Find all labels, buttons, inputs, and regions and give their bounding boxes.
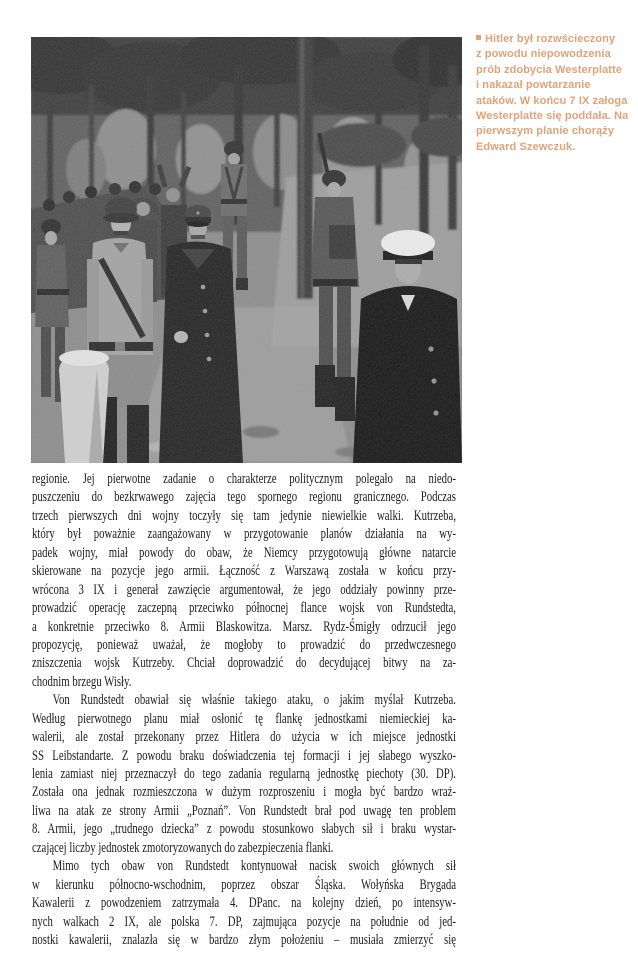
text-line: walerii, ale został przekonany przez Hitlera do użycia w ich miejsce jednostki [32, 729, 457, 746]
text-line: SS Leibstandarte. Z powodu braku doświadczenia tej formacji i jej słabego wyszko- [32, 747, 457, 764]
text-line: Według pierwotnego planu miał osłonić tę flankę jednostkami niemieckiej ka- [32, 710, 457, 727]
caption-line: Hitler był rozwścieczony [476, 32, 628, 47]
text-line: w kierunku północno-wschodnim, poprzez obszar Śląska. Wołyńska Brygada [32, 876, 457, 893]
text-line: lenia zamiast niej przeznaczył do tego zadania regularną jednostkę piechoty (30. DP). [32, 766, 457, 782]
caption-line: prób zdobycia Westerplatte [476, 63, 623, 76]
caption-line: pierwszym planie chorąży [476, 125, 615, 138]
text-line: propozycję, ponieważ uważał, że mogłoby to prowadzić do przedwczesnego [32, 636, 457, 653]
caption-line: Westerplatte się poddała. Na [476, 110, 629, 123]
text-line: nostki kawalerii, znalazła się w bardzo złym położeniu – musiała zmierzyć się [32, 931, 457, 948]
text-line: puszczeniu do bezkrwawego zajęcia tego spornego regionu granicznego. Podczas [32, 489, 457, 506]
photo-figure [31, 37, 462, 463]
text-line: skierowane na pozycje jego armii. Łączność z Warszawą została w końcu przy- [32, 563, 457, 580]
text-line: trzech pierwszych dni wojny toczyły się tam jedynie niewielkie walki. Kutrzeba, [32, 507, 457, 524]
text-line: Von Rundstedt obawiał się właśnie takiego ataku, o jakim myślał Kutrzeba. [52, 692, 457, 709]
text-line: Została ona jednak rozmieszczona w dużym rozproszeniu i mogła być bardzo wraż- [32, 784, 457, 801]
text-line: a konkretnie przeciwko 8. Armii Blaskowitza. Marsz. Rydz-Śmigły odrzucił jego [32, 618, 457, 635]
text-line: 8. Armii, jego „trudnego dziecka” z powodu stosunkowo słabych sił i braku wystar- [32, 821, 457, 838]
caption-line: Edward Szewczuk. [476, 140, 576, 153]
photo-svg [31, 37, 462, 463]
text-line: prowadzić operację zaczepną przeciwko północnej flance wojsk von Rundstedta, [32, 600, 457, 617]
text-line: wrócona 3 IX i generał zawzięcie argumentował, że jego oddziały powinny prze- [32, 581, 457, 598]
text-line: padek wojny, miał powody do obaw, że Niemcy przygotowują główne natarcie [32, 544, 457, 561]
text-line: regionie. Jej pierwotne zadanie o charakterze politycznym polegało na niedo- [32, 471, 457, 487]
caption-line: ataków. W końcu 7 IX załoga [476, 94, 628, 107]
caption-line: z powodu niepowodzenia [476, 48, 611, 61]
text-line: zniszczenia wojsk Kutrzeby. Chciał doprowadzić do decydującej bitwy na za- [32, 655, 457, 672]
photo-caption [476, 32, 628, 155]
article [32, 470, 456, 949]
text-line: chodnim brzegu Wisły. [32, 673, 132, 690]
text-line: który był poważnie zaangażowany w przygotowanie planów działania na wy- [32, 526, 457, 543]
caption-line: i nakazał powtarzanie [476, 79, 591, 92]
text-line: liwa na atak ze strony Armii „Poznań”. Von Rundstedt brał pod uwagę ten problem [32, 802, 457, 819]
photo-grain-overlay [31, 37, 462, 463]
text-line: Mimo tych obaw von Rundstedt kontynuował nacisk swoich głównych sił [52, 858, 457, 875]
caption-bullet-icon [476, 35, 481, 40]
text-line: czającej liczby jednostek zmotoryzowanych do zabezpieczenia flanki. [32, 839, 334, 856]
text-line: nych walkach 2 IX, ale polska 7. DP, zajmująca pozycje na południe od jed- [32, 913, 457, 930]
text-line: Kawalerii z powodzeniem zatrzymała 4. DPanc. na kolejny dzień, po intensyw- [32, 895, 457, 912]
